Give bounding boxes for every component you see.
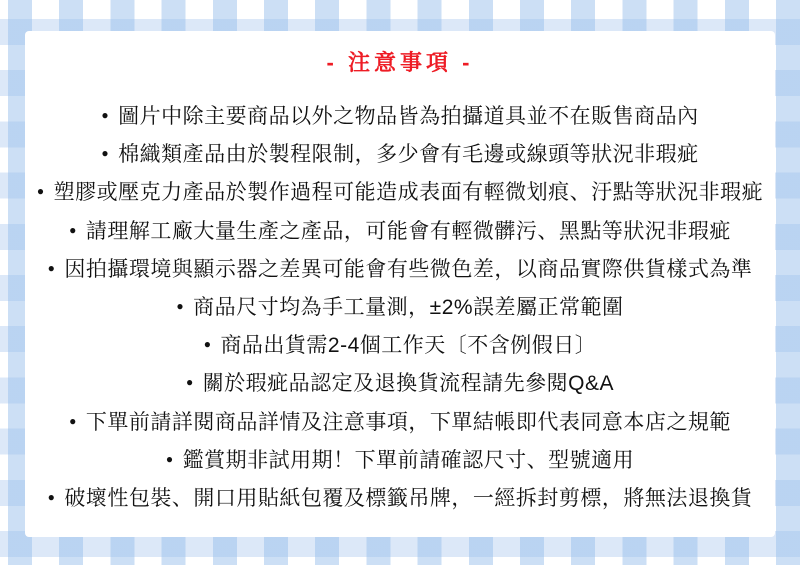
notice-item — [25, 287, 775, 325]
notice-item — [25, 172, 775, 210]
notice-item — [25, 96, 775, 134]
notice-panel — [25, 31, 775, 537]
notice-item — [25, 478, 775, 516]
notice-item-text: 下單前請詳閱商品詳情及注意事項，下單結帳即代表同意本店之規範 — [85, 410, 731, 434]
bullet-icon: ● — [165, 451, 174, 466]
bullet-icon: ● — [47, 260, 56, 275]
bullet-icon: ● — [185, 375, 194, 390]
bullet-icon: ● — [36, 184, 45, 199]
notice-item-text: 關於瑕疵品認定及退換貨流程請先參閱Q&A — [202, 372, 615, 396]
notice-item-text: 圖片中除主要商品以外之物品皆為拍攝道具並不在販售商品內 — [118, 105, 699, 129]
bullet-icon: ● — [47, 489, 56, 504]
notice-item-text: 塑膠或壓克力產品於製作過程可能造成表面有輕微划痕、汙點等狀況非瑕疵 — [53, 181, 764, 205]
notice-item-text: 商品出貨需2-4個工作天〔不含例假日〕 — [220, 334, 597, 358]
notice-item-text: 鑑賞期非試用期！下單前請確認尺寸、型號適用 — [182, 448, 635, 472]
bullet-icon: ● — [176, 299, 185, 314]
notice-item-text: 商品尺寸均為手工量測，±2%誤差屬正常範圍 — [193, 296, 624, 320]
notice-item — [25, 440, 775, 478]
notice-item — [25, 211, 775, 249]
notice-item — [25, 325, 775, 363]
notice-item — [25, 134, 775, 172]
notice-list — [25, 96, 775, 516]
notice-item-text: 破壞性包裝、開口用貼紙包覆及標籤吊牌，一經拆封剪標，將無法退換貨 — [64, 486, 753, 510]
notice-item — [25, 363, 775, 401]
notice-item — [25, 249, 775, 287]
bullet-icon: ● — [69, 413, 77, 428]
notice-item-text: 請理解工廠大量生產之產品，可能會有輕微髒污、黑點等狀況非瑕疵 — [85, 219, 731, 243]
bullet-icon: ● — [203, 337, 212, 352]
bullet-icon: ● — [101, 146, 110, 161]
notice-item-text: 因拍攝環境與顯示器之差異可能會有些微色差，以商品實際供貨樣式為準 — [64, 257, 753, 281]
bullet-icon: ● — [69, 222, 77, 237]
bullet-icon: ● — [101, 108, 110, 123]
notice-title: - 注意事項 - — [326, 50, 474, 75]
notice-item-text: 棉織類產品由於製程限制，多少會有毛邊或線頭等狀況非瑕疵 — [118, 143, 699, 167]
notice-item — [25, 402, 775, 440]
